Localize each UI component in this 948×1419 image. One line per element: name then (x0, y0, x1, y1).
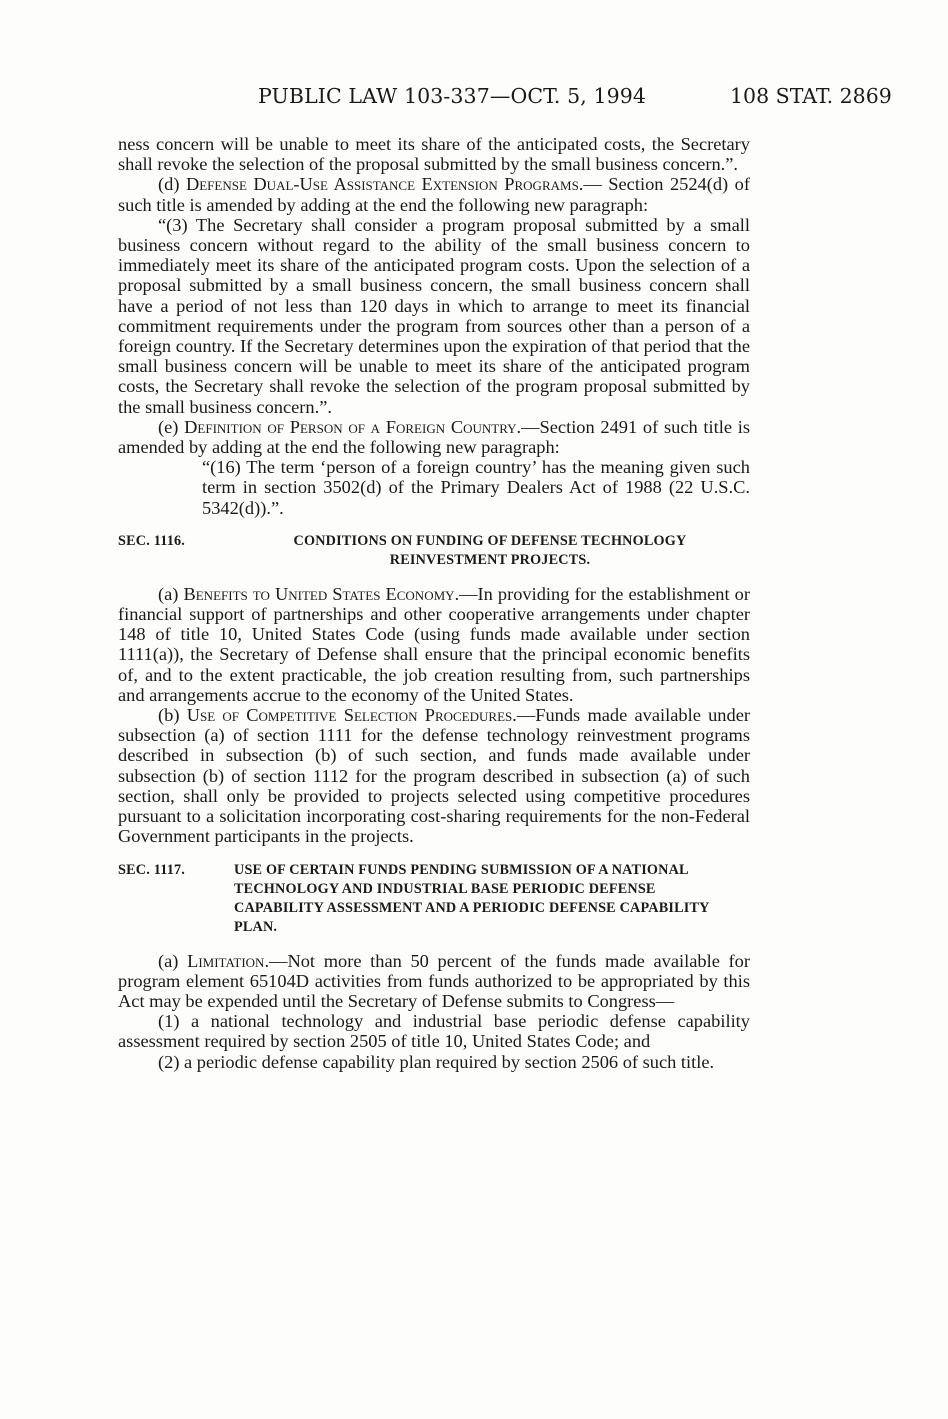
paragraph-text: — Section 2524(d) of such title is amended by adding at the end the following new paragraph: (118, 174, 750, 215)
subsection-caption: Defense Dual-Use Assistance Extension Programs. (185, 174, 584, 195)
paragraph-1117-a-2 (118, 1052, 750, 1072)
paragraph-text: (1) a national technology and industrial base periodic defense capability assessment required by section 2505 of title 10, United States Code; and (118, 1011, 750, 1052)
paragraph-1117-a (118, 951, 750, 1012)
statute-page-reference: 108 STAT. 2869 (730, 84, 892, 108)
document-body (118, 134, 750, 1072)
section-number: SEC. 1117. (118, 861, 186, 878)
section-title: USE OF CERTAIN FUNDS PENDING SUBMISSION OF A NATIONAL TECHNOLOGY AND INDUSTRIAL BASE PERIODIC DEFENSE CAPABILITY ASSESSMENT AND A PERIODIC DEFENSE CAPABILITY PLAN. (234, 861, 710, 935)
paragraph-text: —Funds made available under subsection (a) of section 1111 for the defense technology reinvestment programs described in subsection (b) of such section, and funds made available under subsection (b) of section 1112 for the program described in subsection (a) of such section, shall only be provided to projects selected using competitive procedures pursuant to a solicitation incorporating cost-sharing requirements for the non-Federal Government participants in the projects. (118, 705, 750, 847)
section-heading-1117 (118, 861, 750, 937)
subsection-caption: Limitation. (187, 950, 270, 971)
subsection-label: (a) (158, 583, 184, 604)
section-number: SEC. 1116. (118, 532, 186, 549)
section-heading-1116 (118, 532, 750, 570)
section-title: CONDITIONS ON FUNDING OF DEFENSE TECHNOLOGY REINVESTMENT PROJECTS. (293, 532, 687, 568)
paragraph-text: —Section 2491 of such title is amended by adding at the end the following new paragraph: (118, 416, 750, 458)
subsection-label: (d) (158, 174, 186, 195)
paragraph-text: —In providing for the establishment or financial support of partnerships and other cooperative arrangements under chapter 148 of title 10, United States Code (using funds made available under section 1111(a)), the Secretary of Defense shall ensure that the principal economic benefits of, and to the extent practicable, the job creation resulting from, such partnerships and arrangements accrue to the economy of the United States. (118, 583, 750, 705)
paragraph-text: “(3) The Secretary shall consider a program proposal submitted by a small business concern without regard to the ability of the small business concern to immediately meet its share of the anticipated program costs. Upon the selection of a proposal submitted by a small business concern, the small business concern shall have a period of not less than 120 days in which to arrange to meet its financial commitment requirements under the program from sources other than a person of a foreign country. If the Secretary determines upon the expiration of that period that the small business concern will be unable to meet its share of the anticipated program costs, the Secretary shall revoke the selection of the program proposal submitted by the small business concern.”. (118, 214, 750, 417)
paragraph-text: “(16) The term ‘person of a foreign country’ has the meaning given such term in section 3502(d) of the Primary Dealers Act of 1988 (22 U.S.C. 5342(d)).”. (202, 457, 750, 518)
subsection-label: (a) (158, 950, 188, 971)
paragraph-subsection-e (118, 417, 750, 457)
running-head: PUBLIC LAW 103-337—OCT. 5, 1994 (258, 84, 647, 108)
subsection-caption: Benefits to United States Economy. (183, 583, 460, 604)
subsection-caption: Definition of Person of a Foreign Country. (184, 416, 522, 437)
subsection-label: (e) (158, 416, 185, 437)
paragraph-quoted-3 (118, 215, 750, 417)
paragraph-text: (2) a periodic defense capability plan required by section 2506 of such title. (158, 1051, 715, 1072)
paragraph-continuation (118, 134, 750, 174)
subsection-label: (b) (158, 705, 187, 726)
paragraph-quoted-16 (160, 457, 750, 518)
paragraph-subsection-d (118, 174, 750, 214)
paragraph-text: ness concern will be unable to meet its share of the anticipated costs, the Secretary shall revoke the selection of the proposal submitted by the small business concern.”. (118, 134, 750, 175)
paragraph-1116-b (118, 705, 750, 846)
paragraph-1117-a-1 (118, 1011, 750, 1051)
paragraph-1116-a (118, 584, 750, 705)
subsection-caption: Use of Competitive Selection Procedures. (186, 705, 517, 726)
paragraph-text: —Not more than 50 percent of the funds made available for program element 65104D activities from funds authorized to be appropriated by this Act may be expended until the Secretary of Defense submits to Congress— (118, 950, 750, 1011)
